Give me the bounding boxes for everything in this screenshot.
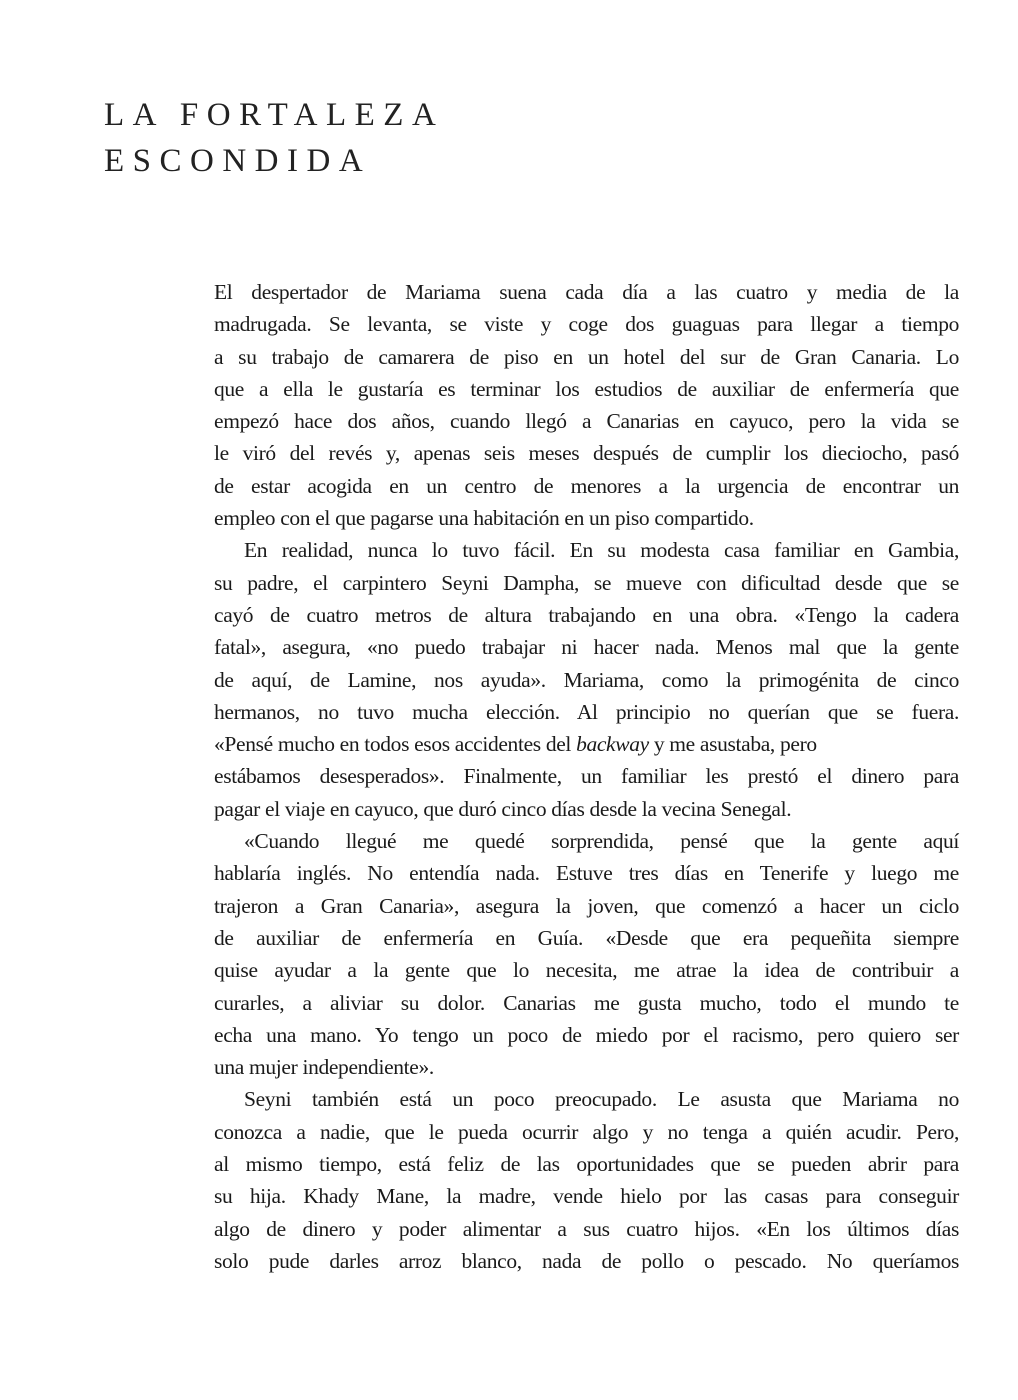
text-line: trajeron a Gran Canaria», asegura la joven, que comenzó a hacer un ciclo xyxy=(214,893,959,918)
text-line: cayó de cuatro metros de altura trabajando en una obra. «Tengo la cadera xyxy=(214,602,959,627)
paragraph-2 xyxy=(214,534,959,825)
paragraph-3 xyxy=(214,825,959,1083)
text-line: empleo con el que pagarse una habitación en un piso compartido. xyxy=(214,506,754,531)
text-line: conozca a nadie, que le pueda ocurrir algo y no tenga a quién acudir. Pero, xyxy=(214,1119,959,1144)
text-line-start: «Pensé mucho en todos esos accidentes del xyxy=(214,732,577,757)
text-line: echa una mano. Yo tengo un poco de miedo por el racismo, pero quiero ser xyxy=(214,1022,959,1047)
text-line: de estar acogida en un centro de menores a la urgencia de encontrar un xyxy=(214,473,959,498)
text-line: solo pude darles arroz blanco, nada de pollo o pescado. No queríamos xyxy=(214,1248,959,1273)
italic-word: backway xyxy=(576,732,649,757)
text-line: quise ayudar a la gente que lo necesita, me atrae la idea de contribuir a xyxy=(214,958,959,983)
text-line: al mismo tiempo, está feliz de las oportunidades que se pueden abrir para xyxy=(214,1152,959,1177)
paragraph-4 xyxy=(214,1083,959,1277)
text-line: El despertador de Mariama suena cada día a las cuatro y media de la xyxy=(214,280,959,304)
text-line: de auxiliar de enfermería en Guía. «Desde que era pequeñita siempre xyxy=(214,925,959,950)
text-line: una mujer independiente». xyxy=(214,1055,434,1080)
text-line: a su trabajo de camarera de piso en un hotel del sur de Gran Canaria. Lo xyxy=(214,344,959,369)
text-line: Seyni también está un poco preocupado. Le asusta que Mariama no xyxy=(244,1087,959,1112)
chapter-title xyxy=(104,92,444,184)
text-line: hablaría inglés. No entendía nada. Estuve tres días en Tenerife y luego me xyxy=(214,861,959,886)
text-line-end: y me asustaba, pero xyxy=(648,732,817,757)
text-line: En realidad, nunca lo tuvo fácil. En su modesta casa familiar en Gambia, xyxy=(244,538,959,563)
text-line: que a ella le gustaría es terminar los estudios de auxiliar de enfermería que xyxy=(214,376,959,401)
text-line: algo de dinero y poder alimentar a sus cuatro hijos. «En los últimos días xyxy=(214,1216,959,1241)
text-line: le viró del revés y, apenas seis meses después de cumplir los dieciocho, pasó xyxy=(214,441,959,466)
text-line: pagar el viaje en cayuco, que duró cinco días desde la vecina Senegal. xyxy=(214,796,792,821)
text-line: hermanos, no tuvo mucha elección. Al principio no querían que se fuera. xyxy=(214,699,959,724)
paragraph-1 xyxy=(214,276,959,534)
text-line: su padre, el carpintero Seyni Dampha, se mueve con dificultad desde que se xyxy=(214,570,959,595)
text-line: su hija. Khady Mane, la madre, vende hielo por las casas para conseguir xyxy=(214,1184,959,1209)
text-line: de aquí, de Lamine, nos ayuda». Mariama, como la primogénita de cinco xyxy=(214,667,959,692)
text-line: empezó hace dos años, cuando llegó a Canarias en cayuco, pero la vida se xyxy=(214,409,959,434)
chapter-title-line-1: LA FORTALEZA xyxy=(104,97,445,133)
text-line: «Cuando llegué me quedé sorprendida, pensé que la gente aquí xyxy=(244,829,959,854)
text-line: estábamos desesperados». Finalmente, un familiar les prestó el dinero para xyxy=(214,764,959,789)
text-line: madrugada. Se levanta, se viste y coge dos guaguas para llegar a tiempo xyxy=(214,312,959,337)
body-text xyxy=(214,276,959,1277)
text-line xyxy=(214,728,959,760)
text-line: curarles, a aliviar su dolor. Canarias me gusta mucho, todo el mundo te xyxy=(214,990,959,1015)
chapter-title-line-2: ESCONDIDA xyxy=(104,143,372,179)
text-line: fatal», asegura, «no puedo trabajar ni hacer nada. Menos mal que la gente xyxy=(214,635,959,660)
